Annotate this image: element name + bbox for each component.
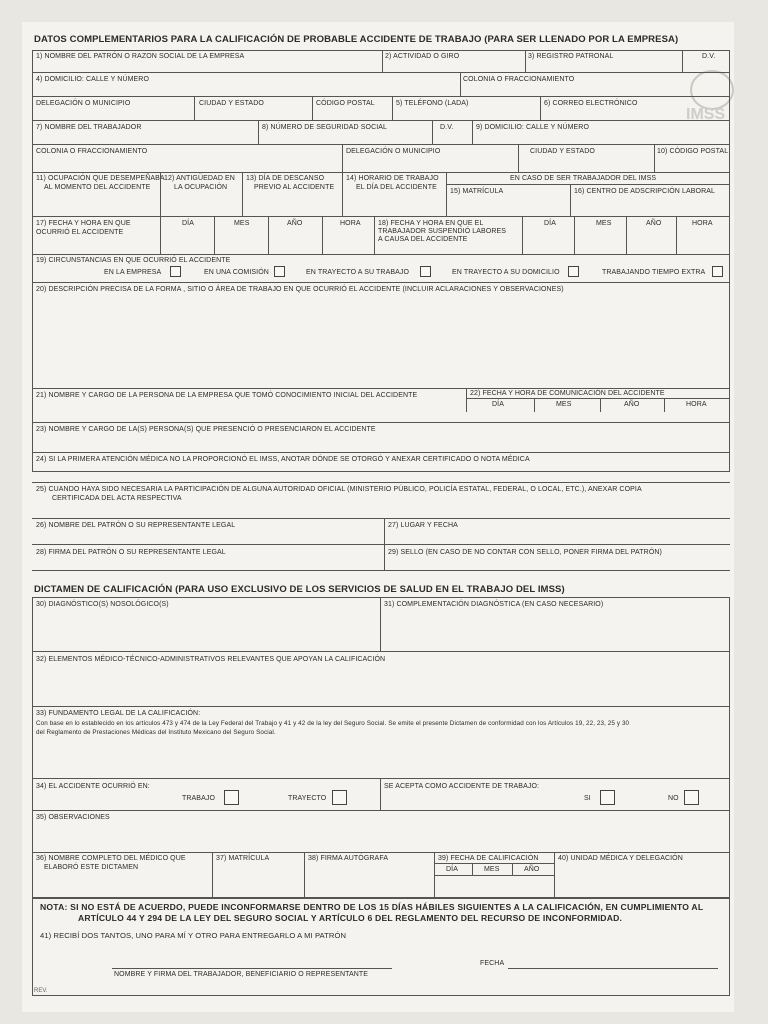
label-registro-patronal: 3) REGISTRO PATRONAL xyxy=(528,53,614,60)
label-imss-worker: EN CASO DE SER TRABAJADOR DEL IMSS xyxy=(510,175,657,182)
label-ciudad: CIUDAD Y ESTADO xyxy=(199,100,264,107)
label-delegacion: DELEGACIÓN O MUNICIPIO xyxy=(36,100,131,107)
label-observaciones: 35) OBSERVACIONES xyxy=(36,814,110,821)
label-firma-patron: 28) FIRMA DEL PATRÓN O SU REPRESENTANTE LEGAL xyxy=(36,549,226,556)
label-recibi: 41) RECIBÍ DOS TANTOS, UNO PARA MÍ Y OTRO PARA ENTREGARLO A MI PATRÓN xyxy=(40,931,347,940)
label-ano-17: AÑO xyxy=(287,220,303,227)
label-ocupacion-2: AL MOMENTO DEL ACCIDENTE xyxy=(44,184,151,191)
checkbox-trayecto-trabajo[interactable] xyxy=(420,266,431,277)
label-dv: D.V. xyxy=(702,53,716,60)
label-nombre-patron-rep: 26) NOMBRE DEL PATRÓN O SU REPRESENTANTE LEGAL xyxy=(36,522,236,529)
label-nombre-patron: 1) NOMBRE DEL PATRÓN O RAZON SOCIAL DE LA EMPRESA xyxy=(36,53,245,60)
label-mes-17: MES xyxy=(234,220,250,227)
label-fecha-calificacion: 39) FECHA DE CALIFICACIÓN xyxy=(438,855,539,862)
dictamen-title: DICTAMEN DE CALIFICACIÓN (PARA USO EXCLUSIVO DE LOS SERVICIOS DE SALUD EN EL TRABAJO DEL IMSS) xyxy=(34,584,565,595)
label-domicilio: 4) DOMICILIO: CALLE Y NÚMERO xyxy=(36,76,150,83)
label-ano-18: AÑO xyxy=(646,220,662,227)
fundamento-texto-2: del Reglamento de Prestaciones Médicas del Instituto Mexicano del Seguro Social. xyxy=(36,729,276,736)
label-dv2: D.V. xyxy=(440,124,454,131)
imss-logo-text: IMSS xyxy=(686,106,726,123)
label-correo: 6) CORREO ELECTRÓNICO xyxy=(544,100,638,107)
label-telefono: 5) TELÉFONO (LADA) xyxy=(396,100,469,107)
label-mes-22: MES xyxy=(556,401,572,408)
label-dia-18: DÍA xyxy=(544,220,556,227)
label-ciudad2: CIUDAD Y ESTADO xyxy=(530,148,595,155)
label-unidad-medica: 40) UNIDAD MÉDICA Y DELEGACIÓN xyxy=(558,855,683,862)
label-matricula-medico: 37) MATRÍCULA xyxy=(216,855,270,862)
option-en-una-comision: EN UNA COMISIÓN xyxy=(204,269,269,276)
checkbox-trayecto[interactable] xyxy=(332,790,347,805)
fundamento-texto-1: Con base en lo establecido en los artículos 473 y 474 de la Ley Federal del Trabajo y 41 y 42 de la ley del Seguro Social. Se emite el presente Dictamen de conformidad con los Artículos 19, 22, 23, 25 y 30 xyxy=(36,720,630,727)
label-atencion-medica: 24) SI LA PRIMERA ATENCIÓN MÉDICA NO LA PROPORCIONÓ EL IMSS, ANOTAR DÓNDE SE OTORGÓ Y ANEXAR CERTIFICADO O NOTA MÉDICA xyxy=(36,456,530,463)
label-fecha-accidente: 17) FECHA Y HORA EN QUE xyxy=(36,220,131,227)
label-dia-descanso-2: PREVIO AL ACCIDENTE xyxy=(254,184,335,191)
label-nombre-medico: 36) NOMBRE COMPLETO DEL MÉDICO QUE xyxy=(36,855,186,862)
nota-line-2: ARTÍCULO 44 Y 294 DE LA LEY DEL SEGURO SOCIAL Y ARTÍCULO 6 DEL REGLAMENTO DEL RECURSO DE INCONFORMIDAD. xyxy=(78,913,623,923)
label-firma-autografa: 38) FIRMA AUTÓGRAFA xyxy=(308,855,389,862)
label-horario: 14) HORARIO DE TRABAJO xyxy=(346,175,439,182)
label-elementos: 32) ELEMENTOS MÉDICO-TÉCNICO-ADMINISTRATIVOS RELEVANTES QUE APOYAN LA CALIFICACIÓN xyxy=(36,656,386,663)
label-ocurrio-en: 34) EL ACCIDENTE OCURRIÓ EN: xyxy=(36,783,150,790)
label-nss: 8) NÚMERO DE SEGURIDAD SOCIAL xyxy=(262,124,388,131)
label-circunstancias: 19) CIRCUNSTANCIAS EN QUE OCURRIÓ EL ACCIDENTE xyxy=(36,257,231,264)
label-actividad: 2) ACTIVIDAD O GIRO xyxy=(385,53,460,60)
label-autoridad: 25) CUANDO HAYA SIDO NECESARIA LA PARTICIPACIÓN DE ALGUNA AUTORIDAD OFICIAL (MINISTERIO PÚBLICO, POLICÍA ESTATAL, FEDERAL, O LOCAL, ETC.), ANEXAR COPIA xyxy=(36,486,642,493)
checkbox-en-una-comision[interactable] xyxy=(274,266,285,277)
label-antiguedad-2: LA OCUPACIÓN xyxy=(174,184,228,191)
label-fecha-accidente-2: OCURRIÓ EL ACCIDENTE xyxy=(36,229,124,236)
label-dia-39: DÍA xyxy=(446,866,458,873)
label-centro-adscripcion: 16) CENTRO DE ADSCRIPCIÓN LABORAL xyxy=(574,188,715,195)
option-trabajo: TRABAJO xyxy=(182,795,215,802)
label-fecha-comunicacion: 22) FECHA Y HORA DE COMUNICACIÓN DEL ACCIDENTE xyxy=(470,390,665,397)
label-colonia2: COLONIA O FRACCIONAMIENTO xyxy=(36,148,148,155)
label-dia-22: DÍA xyxy=(492,401,504,408)
label-se-acepta: SE ACEPTA COMO ACCIDENTE DE TRABAJO: xyxy=(384,783,540,790)
option-trayecto-trabajo: EN TRAYECTO A SU TRABAJO xyxy=(306,269,410,276)
label-codigo-postal: 10) CÓDIGO POSTAL xyxy=(657,148,729,155)
option-trayecto-domicilio: EN TRAYECTO A SU DOMICILIO xyxy=(452,269,560,276)
option-si: SI xyxy=(584,795,591,802)
label-colonia: COLONIA O FRACCIONAMIENTO xyxy=(463,76,575,83)
label-dia-17: DÍA xyxy=(182,220,194,227)
descripcion-area[interactable] xyxy=(34,298,728,386)
label-mes-39: MES xyxy=(484,866,500,873)
checkbox-si[interactable] xyxy=(600,790,615,805)
rev-label: REV. xyxy=(34,988,48,994)
checkbox-trayecto-domicilio[interactable] xyxy=(568,266,579,277)
label-sello: 29) SELLO (EN CASO DE NO CONTAR CON SELLO, PONER FIRMA DEL PATRÓN) xyxy=(388,549,662,556)
label-matricula: 15) MATRÍCULA xyxy=(450,188,504,195)
option-en-la-empresa: EN LA EMPRESA xyxy=(104,269,162,276)
label-ocupacion: 11) OCUPACIÓN QUE DESEMPEÑABA xyxy=(36,175,165,182)
label-fecha-suspension-2: TRABAJADOR SUSPENDIÓ LABORES xyxy=(378,228,507,235)
label-descripcion: 20) DESCRIPCIÓN PRECISA DE LA FORMA , SITIO O ÁREA DE TRABAJO EN QUE OCURRIÓ EL ACCIDENTE (INCLUIR ACLARACIONES Y OBSERVACIONES) xyxy=(36,286,564,293)
checkbox-tiempo-extra[interactable] xyxy=(712,266,723,277)
label-fecha-suspension-3: A CAUSA DEL ACCIDENTE xyxy=(378,236,468,243)
label-autoridad-2: CERTIFICADA DEL ACTA RESPECTIVA xyxy=(52,495,182,502)
label-hora-17: HORA xyxy=(340,220,361,227)
label-nombre-medico-2: ELABORÓ ESTE DICTAMEN xyxy=(44,864,139,871)
label-ano-39: AÑO xyxy=(524,866,540,873)
label-cp: CÓDIGO POSTAL xyxy=(316,100,375,107)
label-mes-18: MES xyxy=(596,220,612,227)
label-dia-descanso: 13) DÍA DE DESCANSO xyxy=(246,175,325,182)
label-ano-22: AÑO xyxy=(624,401,640,408)
label-hora-18: HORA xyxy=(692,220,713,227)
label-firma-trabajador: NOMBRE Y FIRMA DEL TRABAJADOR, BENEFICIARIO O REPRESENTANTE xyxy=(114,971,369,978)
label-testigos: 23) NOMBRE Y CARGO DE LA(S) PERSONA(S) QUE PRESENCIÓ O PRESENCIARON EL ACCIDENTE xyxy=(36,426,376,433)
option-tiempo-extra: TRABAJANDO TIEMPO EXTRA xyxy=(602,269,706,276)
checkbox-trabajo[interactable] xyxy=(224,790,239,805)
nota-line-1: NOTA: SI NO ESTÁ DE ACUERDO, PUEDE INCONFORMARSE DENTRO DE LOS 15 DÍAS HÁBILES SIGUIENTES A LA CALIFICACIÓN, EN CUMPLIMIENTO AL xyxy=(40,902,704,912)
label-fecha-suspension: 18) FECHA Y HORA EN QUE EL xyxy=(378,220,484,227)
label-domicilio-trabajador: 9) DOMICILIO: CALLE Y NÚMERO xyxy=(476,124,590,131)
label-antiguedad: 12) ANTIGÜEDAD EN xyxy=(164,175,235,182)
checkbox-no[interactable] xyxy=(684,790,699,805)
label-diagnostico: 30) DIAGNÓSTICO(S) NOSOLÓGICO(S) xyxy=(36,601,169,608)
label-fundamento: 33) FUNDAMENTO LEGAL DE LA CALIFICACIÓN: xyxy=(36,710,201,717)
label-nombre-trabajador: 7) NOMBRE DEL TRABAJADOR xyxy=(36,124,142,131)
checkbox-en-la-empresa[interactable] xyxy=(170,266,181,277)
label-lugar-fecha: 27) LUGAR Y FECHA xyxy=(388,522,458,529)
label-fecha-recibo: FECHA xyxy=(480,960,505,967)
form-page xyxy=(22,22,734,1012)
option-no: NO xyxy=(668,795,679,802)
label-delegacion2: DELEGACIÓN O MUNICIPIO xyxy=(346,148,441,155)
option-trayecto: TRAYECTO xyxy=(288,795,327,802)
label-complementacion: 31) COMPLEMENTACIÓN DIAGNÓSTICA (EN CASO NECESARIO) xyxy=(384,601,604,608)
label-hora-22: HORA xyxy=(686,401,707,408)
label-horario-2: EL DÍA DEL ACCIDENTE xyxy=(356,184,437,191)
label-persona-conocimiento: 21) NOMBRE Y CARGO DE LA PERSONA DE LA EMPRESA QUE TOMÓ CONOCIMIENTO INICIAL DEL ACCIDENTE xyxy=(36,392,418,399)
form-title: DATOS COMPLEMENTARIOS PARA LA CALIFICACIÓN DE PROBABLE ACCIDENTE DE TRABAJO (PARA SER LLENADO POR LA EMPRESA) xyxy=(34,34,679,45)
